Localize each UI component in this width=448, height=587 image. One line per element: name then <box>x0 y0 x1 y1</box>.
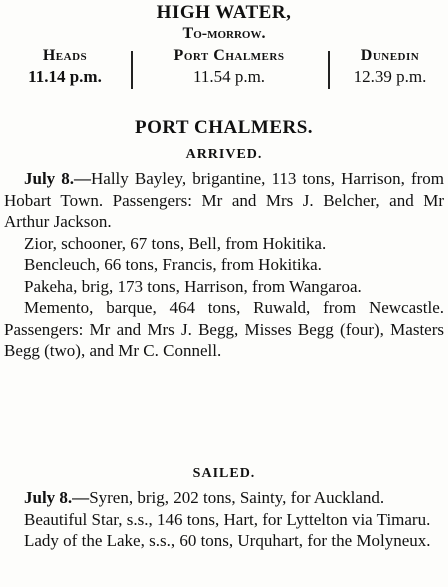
entry-text: Zior, schooner, 67 tons, Bell, from Hokitika. <box>24 233 327 253</box>
shipping-entry <box>4 487 444 509</box>
high-water-title: HIGH WATER, <box>156 2 292 23</box>
shipping-entry <box>4 509 444 531</box>
entry-text: Syren, brig, 202 tons, Sainty, for Auckland. <box>89 488 385 507</box>
entry-text: Beautiful Star, s.s., 146 tons, Hart, for Lyttelton via Timaru. <box>24 509 431 529</box>
tide-place: Port Chalmers <box>173 47 285 64</box>
tide-place: Heads <box>42 47 88 64</box>
shipping-entry <box>4 233 444 255</box>
entry-date: July 8.— <box>24 169 92 188</box>
tide-time: 11.14 p.m. <box>28 67 102 86</box>
tide-time: 11.54 p.m. <box>192 67 266 86</box>
tide-column-port-chalmers <box>130 46 328 92</box>
tide-column-heads <box>4 46 126 92</box>
shipping-entry <box>4 297 444 362</box>
tide-column-dunedin <box>334 46 446 92</box>
shipping-entry <box>4 254 444 276</box>
arrived-heading: ARRIVED. <box>185 147 263 162</box>
shipping-entry <box>4 276 444 298</box>
entry-text: Memento, barque, 464 tons, Ruwald, from Newcastle. Passengers: Mr and Mrs J. Begg, Misses Begg (four), Masters Begg (two), and Mr C. Connell. <box>4 298 444 360</box>
sailed-heading: SAILED. <box>192 466 256 481</box>
tide-place: Dunedin <box>360 47 420 64</box>
shipping-entry <box>4 530 444 552</box>
tide-table <box>0 46 448 92</box>
sailed-list <box>4 487 444 552</box>
arrived-list <box>4 168 444 362</box>
entry-text: Bencleuch, 66 tons, Francis, from Hokitika. <box>24 255 322 274</box>
shipping-entry <box>4 168 444 233</box>
entry-text: Hally Bayley, brigantine, 113 tons, Harrison, from Hobart Town. Passengers: Mr and Mrs J. Belcher, and Mr Arthur Jackson. <box>4 169 444 231</box>
column-divider <box>328 51 330 89</box>
entry-text: Pakeha, brig, 173 tons, Harrison, from Wangaroa. <box>24 276 362 296</box>
section-title: PORT CHALMERS. <box>134 117 314 138</box>
entry-text: Lady of the Lake, s.s., 60 tons, Urquhart, for the Molyneux. <box>24 531 431 550</box>
entry-date: July 8.— <box>24 488 90 507</box>
high-water-subtitle: To-morrow. <box>182 25 266 42</box>
tide-time: 12.39 p.m. <box>353 67 427 86</box>
